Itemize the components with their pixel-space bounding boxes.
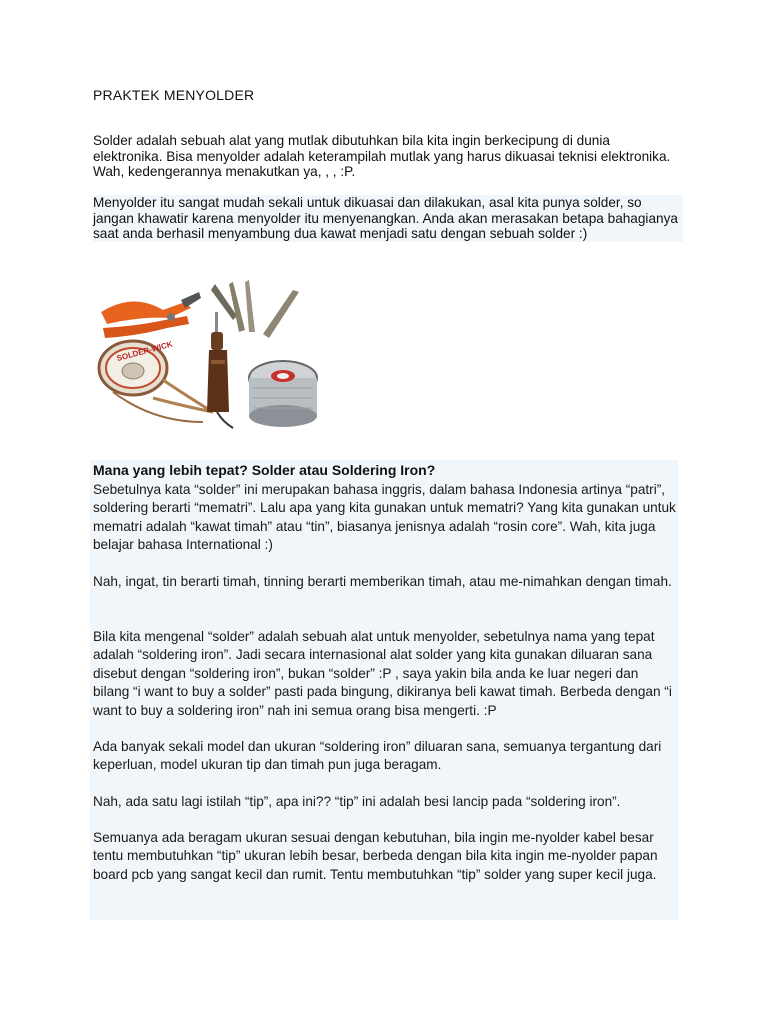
solder-wire-spool [249,361,317,427]
solder-wick-label: SOLDER-WICK [115,339,174,364]
section-paragraph-5: Nah, ada satu lagi istilah “tip”, apa ini?? “tip” ini adalah besi lancip pada “soldering iron”. [93,794,621,809]
intro-paragraph-2: Menyolder itu sangat mudah sekali untuk dikuasai dan dilakukan, asal kita punya solder, so jangan khawatir karena menyolder itu menyenangkan. Anda akan merasakan betapa bahagianya saat anda berhasil menyambung dua kawat menjadi satu dengan sebuah solder :) [93,195,683,242]
section-paragraph-3: Bila kita mengenal “solder” adalah sebuah alat untuk menyolder, sebetulnya nama yang tepat adalah “soldering iron”. Jadi secara internasional alat solder yang kita gunakan diluaran sana disebut dengan “soldering iron”, bukan “solder” :P , saya yakin bila anda ke luar negeri dan bilang “i want to buy a solder” pasti pada bingung, dikiranya beli kawat timah. Berbeda dengan “i want to buy a soldering iron” nah ini semua orang bisa mengerti. :P [93,629,672,718]
section-paragraph-6: Semuanya ada beragam ukuran sesuai dengan kebutuhan, bila ingin me-nyolder kabel besar tentu membutuhkan “tip” ukuran lebih besar, berbeda dengan bila kita ingin me-nyolder papan board pcb yang sangat kecil dan rumit. Tentu membutuhkan “tip” solder yang super kecil juga. [93,830,658,882]
section-paragraph-1: Sebetulnya kata “solder” ini merupakan bahasa inggris, dalam bahasa Indonesia artinya “patri”, soldering berarti “mematri”. Lalu apa yang kita gunakan untuk mematri? Yang kita gunakan untuk mematri adalah “kawat timah” atau “tin”, biasanya jenisnya adalah “rosin core”. Wah, kita juga belajar bahasa International :) [93,482,676,553]
section-paragraph-2: Nah, ingat, tin berarti timah, tinning berarti memberikan timah, atau me-nimahkan dengan timah. [93,574,672,589]
intro-paragraph-1: Solder adalah sebuah alat yang mutlak dibutuhkan bila kita ingin berkecipung di dunia elektronika. Bisa menyolder adalah keterampilah mutlak yang harus dikuasai teknisi elektronika. Wah, kedengerannya menakutkan ya, , , :P. [93,133,671,180]
section-heading: Mana yang lebih tepat? Solder atau Soldering Iron? [93,462,436,478]
section-paragraph-4: Ada banyak sekali model dan ukuran “soldering iron” diluaran sana, semuanya tergantung dari keperluan, model ukuran tip dan timah pun juga beragam. [93,739,662,773]
document-title: PRAKTEK MENYOLDER [93,87,255,103]
soldering-tools-photo [93,272,333,432]
